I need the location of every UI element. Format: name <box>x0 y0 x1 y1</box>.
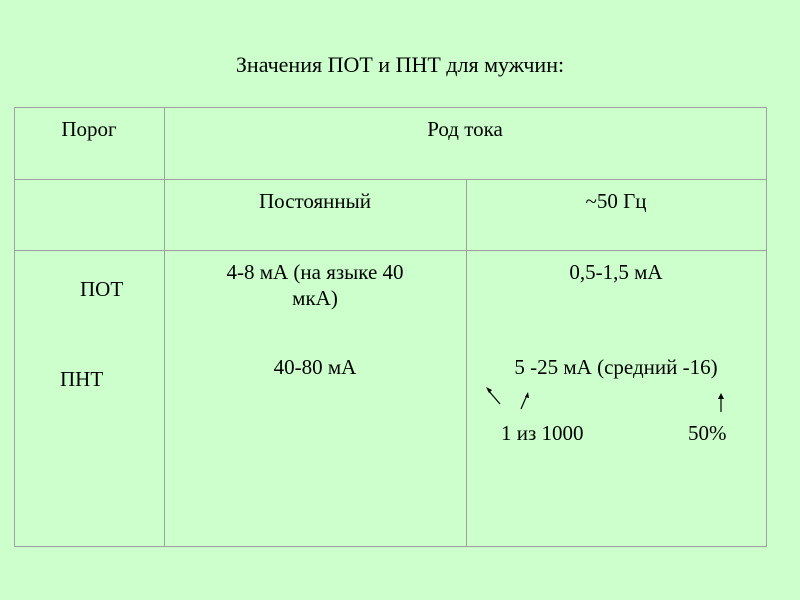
row-label-pot: ПОТ <box>80 277 124 301</box>
header-current-type: Род тока <box>427 117 503 141</box>
dc-pot-line1: 4-8 мА (на языке 40 <box>226 260 404 284</box>
header-threshold: Порог <box>61 117 117 141</box>
table-divider-header <box>14 179 767 180</box>
page-title: Значения ПОТ и ПНТ для мужчин: <box>235 52 565 77</box>
dc-pot-line2: мкА) <box>292 286 338 310</box>
subheader-ac: ~50 Гц <box>585 189 647 213</box>
table-divider-subheader <box>14 250 767 251</box>
arrow-up-icon <box>716 392 726 414</box>
dc-pnt-value: 40-80 мА <box>273 355 357 379</box>
subheader-dc: Постоянный <box>259 189 371 213</box>
table-border-bottom <box>14 546 767 547</box>
ac-pnt-value: 5 -25 мА (средний -16) <box>514 355 718 379</box>
table-border-top <box>14 107 767 108</box>
ac-note-right: 50% <box>688 421 727 445</box>
table-divider-col1 <box>164 107 165 547</box>
table-border-left <box>14 107 15 547</box>
table-border-right <box>766 107 767 547</box>
row-label-pnt: ПНТ <box>60 367 104 391</box>
dc-pot-value <box>164 259 466 311</box>
arrow-up-left-icon <box>484 384 504 408</box>
ac-pot-value: 0,5-1,5 мА <box>569 260 663 284</box>
arrow-up-right-icon <box>518 390 532 412</box>
ac-note-left: 1 из 1000 <box>501 421 584 445</box>
